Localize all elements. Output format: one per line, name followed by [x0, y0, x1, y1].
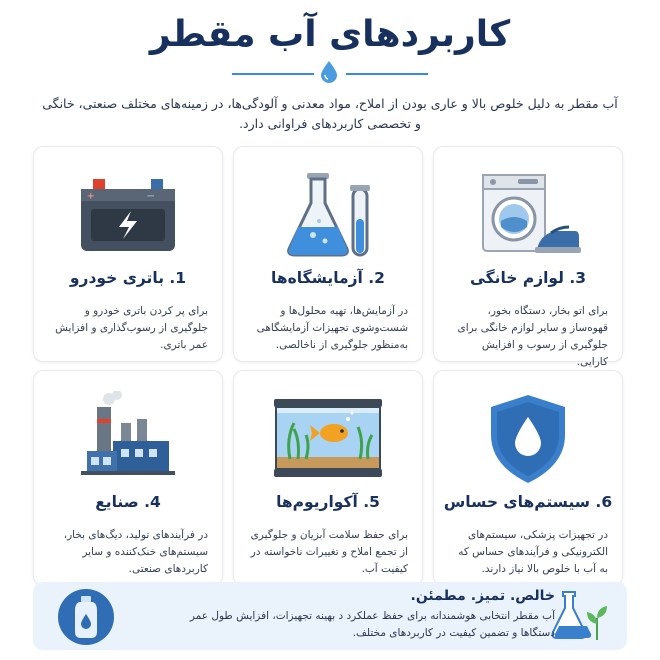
card-sensitive-systems	[433, 370, 623, 586]
card-title: 3. لوازم خانگی	[469, 269, 587, 287]
card-description: برای اتو بخار، دستگاه بخور، قهوه‌ساز و سایر لوازم خانگی برای جلوگیری از رسوب و افزایش کارایی.	[457, 305, 608, 368]
card-description: در آزمایش‌ها، تهیه محلول‌ها و شست‌وشوی تجهیزات آزمایشگاهی به‌منظور جلوگیری از ناخالصی.	[256, 305, 408, 351]
svg-text:+: +	[86, 191, 95, 202]
aquarium-icon	[268, 391, 388, 486]
card-aquariums	[233, 370, 423, 586]
shield-drop-icon	[473, 391, 583, 486]
intro-text: آب مقطر به دلیل خلوص بالا و عاری بودن از املاح، مواد معدنی و آلودگی‌ها، در زمینه‌های مختلف صنعتی، خانگی و تخصصی کاربردهای فراوانی دارد.	[42, 96, 618, 131]
card-home-appliances	[433, 146, 623, 368]
footer-description: آب مقطر انتخابی هوشمندانه برای حفظ عملکرد د بهینه تجهیزات، افزایش طول عمر دستگاها و تضمین کیفیت در کاربردهای مختلف.	[189, 610, 555, 639]
card-title: 5. آکواریوم‌ها	[276, 493, 380, 511]
card-title: 1. باتری خودرو	[69, 269, 187, 287]
card-laboratories	[233, 146, 423, 362]
washing-machine-iron-icon	[473, 167, 583, 262]
card-title: 4. صنایع	[95, 493, 161, 511]
svg-text:−: −	[146, 191, 155, 202]
car-battery-icon	[73, 167, 183, 262]
page-title: کاربردهای آب مقطر	[149, 14, 511, 55]
water-bottle-icon	[57, 588, 115, 646]
title-divider	[0, 60, 660, 84]
water-drop-icon	[318, 60, 340, 84]
card-industries	[33, 370, 223, 586]
factory-icon	[73, 391, 183, 486]
footer-banner	[33, 582, 627, 650]
card-description: برای پر کردن باتری خودرو و جلوگیری از رسوب‌گذاری و افزایش عمر باتری.	[55, 305, 208, 351]
card-description: برای حفظ سلامت آبزیان و جلوگیری از تجمع املاح و تغییرات ناخواسته در کیفیت آب.	[250, 529, 408, 575]
card-description: در فرآیندهای تولید، دیگ‌های بخار، سیستم‌های خنک‌کننده و سایر کاربردهای صنعتی.	[63, 529, 208, 575]
lab-flask-icon	[273, 167, 383, 262]
card-title: 6. سیستم‌های حساس	[443, 493, 613, 511]
card-title: 2. آزمایشگاه‌ها	[271, 269, 385, 287]
card-car-battery	[33, 146, 223, 362]
footer-tagline: خالص. تمیز. مطمئن.	[410, 588, 555, 604]
card-description: در تجهیزات پزشکی، سیستم‌های الکترونیکی و فرآیندهای حساس که به آب با خلوص بالا نیاز دارند.	[458, 529, 608, 575]
